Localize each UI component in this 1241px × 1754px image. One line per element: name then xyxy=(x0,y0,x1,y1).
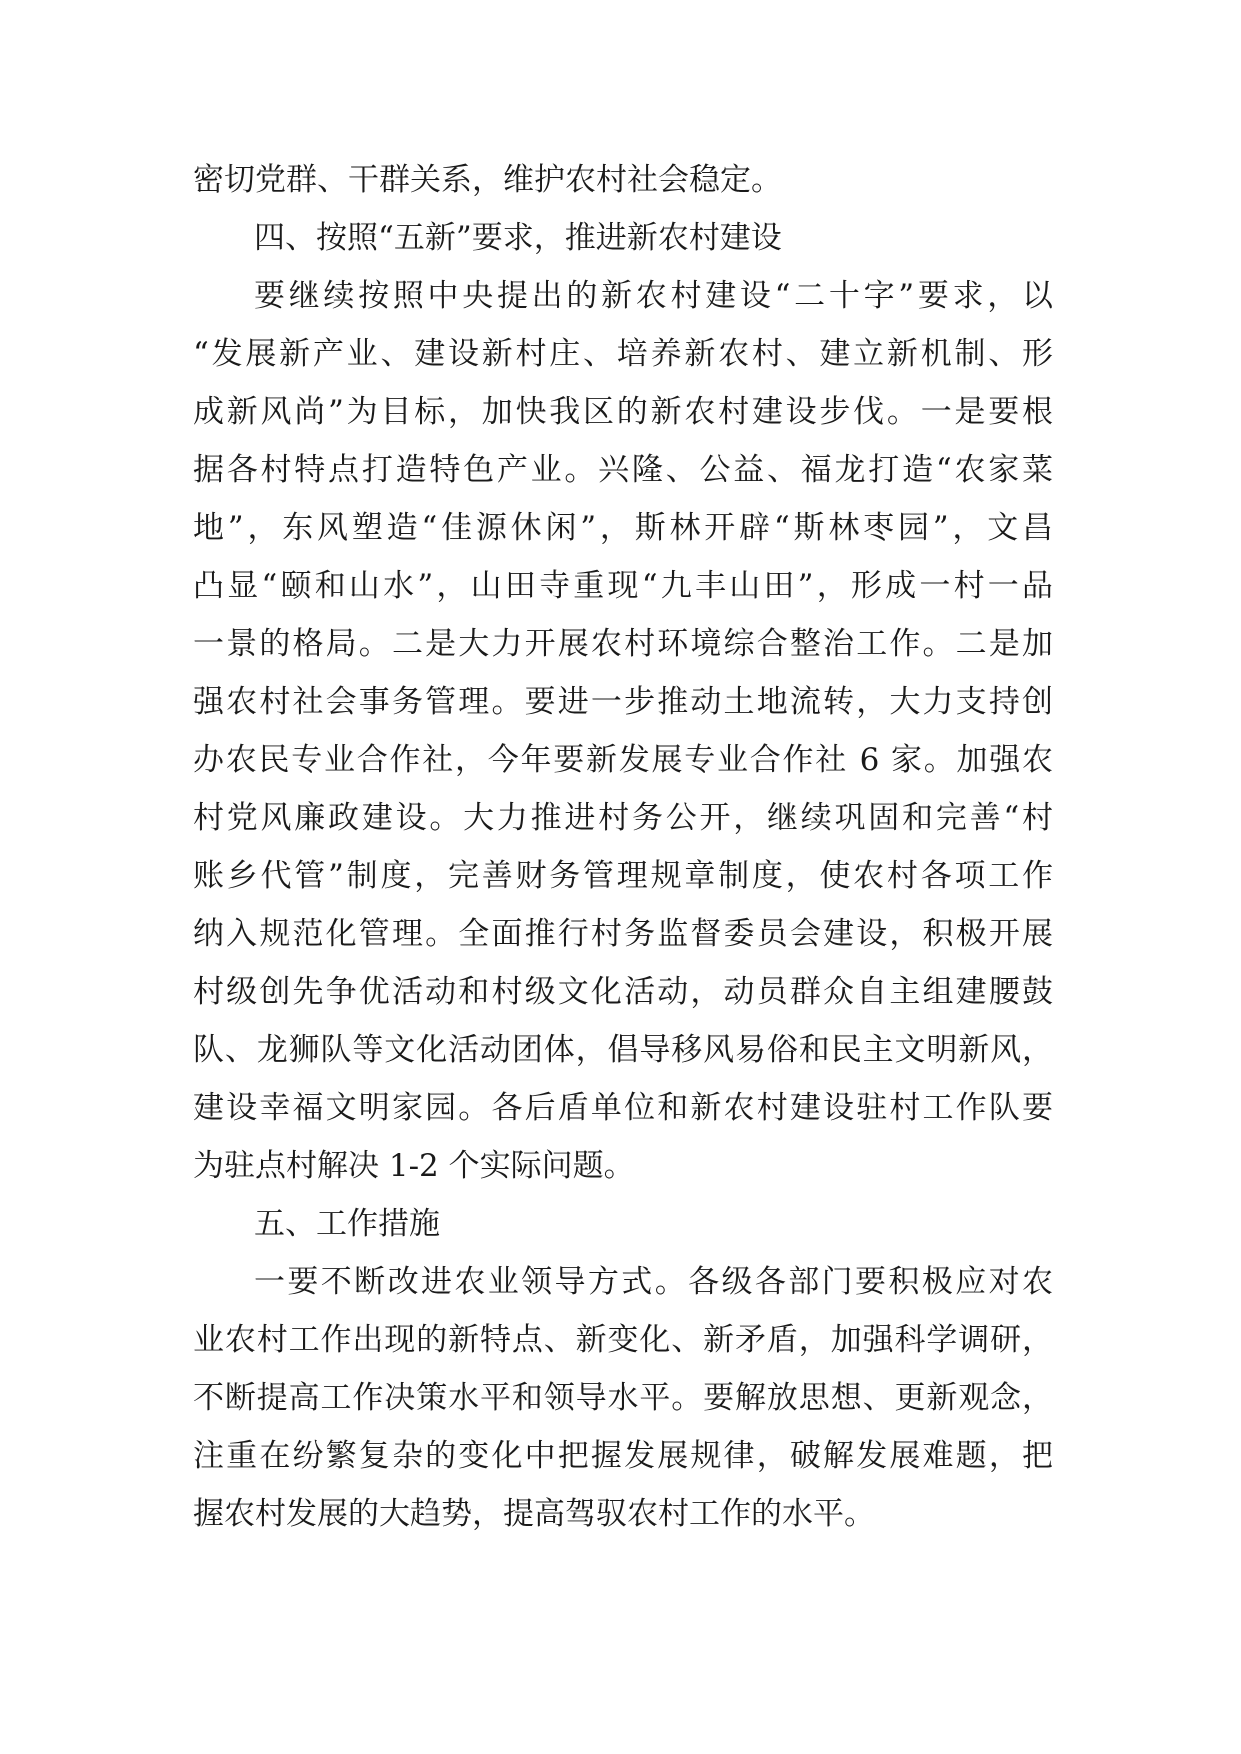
paragraph-line: 不断提高工作决策水平和领导水平。要解放思想、更新观念， xyxy=(193,1380,1053,1416)
paragraph-line: 业农村工作出现的新特点、新变化、新矛盾，加强科学调研， xyxy=(193,1322,1053,1358)
paragraph-line: 要继续按照中央提出的新农村建设“二十字”要求，以 xyxy=(254,278,1053,314)
paragraph-line: 密切党群、干群关系，维护农村社会稳定。 xyxy=(193,162,782,198)
paragraph-line: 握农村发展的大趋势，提高驾驭农村工作的水平。 xyxy=(193,1496,875,1532)
paragraph-line: 为驻点村解决 1-2 个实际问题。 xyxy=(193,1148,635,1184)
paragraph-line: 纳入规范化管理。全面推行村务监督委员会建设，积极开展 xyxy=(193,916,1053,952)
paragraph-line: 办农民专业合作社，今年要新发展专业合作社 6 家。加强农 xyxy=(193,742,1053,778)
paragraph-line: 账乡代管”制度，完善财务管理规章制度，使农村各项工作 xyxy=(193,858,1053,894)
paragraph-line: 成新风尚”为目标，加快我区的新农村建设步伐。一是要根 xyxy=(193,394,1053,430)
paragraph-line: 强农村社会事务管理。要进一步推动土地流转，大力支持创 xyxy=(193,684,1053,720)
paragraph-line: 注重在纷繁复杂的变化中把握发展规律，破解发展难题，把 xyxy=(193,1438,1053,1474)
paragraph-line: 据各村特点打造特色产业。兴隆、公益、福龙打造“农家菜 xyxy=(193,452,1053,488)
paragraph-line: 凸显“颐和山水”，山田寺重现“九丰山田”，形成一村一品 xyxy=(193,568,1053,604)
section-heading-four: 四、按照“五新”要求，推进新农村建设 xyxy=(254,220,782,256)
paragraph-line: 一景的格局。二是大力开展农村环境综合整治工作。二是加 xyxy=(193,626,1053,662)
paragraph-line: 队、龙狮队等文化活动团体，倡导移风易俗和民主文明新风， xyxy=(193,1032,1053,1068)
paragraph-line: 地”，东风塑造“佳源休闲”，斯林开辟“斯林枣园”，文昌 xyxy=(193,510,1053,546)
paragraph-line: 村党风廉政建设。大力推进村务公开，继续巩固和完善“村 xyxy=(193,800,1053,836)
paragraph-line: 一要不断改进农业领导方式。各级各部门要积极应对农 xyxy=(254,1264,1053,1300)
section-heading-five: 五、工作措施 xyxy=(254,1206,440,1242)
paragraph-line: 建设幸福文明家园。各后盾单位和新农村建设驻村工作队要 xyxy=(193,1090,1053,1126)
paragraph-line: “发展新产业、建设新村庄、培养新农村、建立新机制、形 xyxy=(193,336,1053,372)
paragraph-line: 村级创先争优活动和村级文化活动，动员群众自主组建腰鼓 xyxy=(193,974,1053,1010)
